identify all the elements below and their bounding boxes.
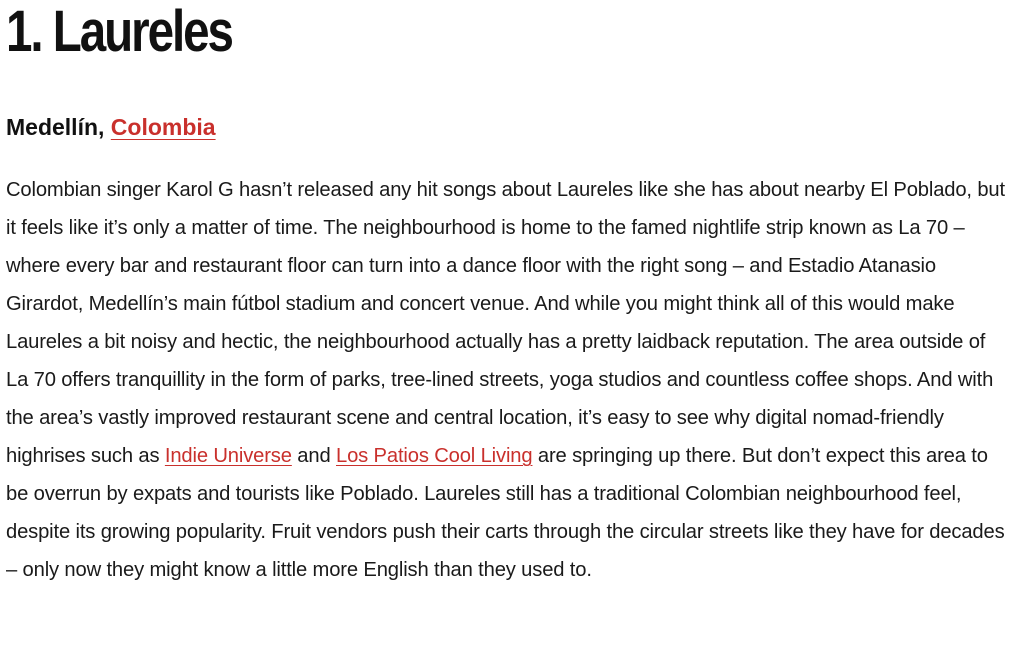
location-city: Medellín, — [6, 114, 111, 140]
los-patios-link[interactable]: Los Patios Cool Living — [336, 445, 533, 467]
paragraph-text-1: Colombian singer Karol G hasn’t released any hit songs about Laureles like she has about nearby El Poblado, but it feels like it’s only a matter of time. The neighbourhood is home to the famed nightlife strip known as La 70 – where every bar and restaurant floor can turn into a dance floor with the right song – and Estadio Atanasio Girardot, Medellín’s main fútbol stadium and concert venue. And while you might think all of this would make Laureles a bit noisy and hectic, the neighbourhood actually has a pretty laidback reputation. The area outside of La 70 offers tranquillity in the form of parks, tree-lined streets, yoga studios and countless coffee shops. And with the area’s vastly improved restaurant scene and central location, it’s easy to see why digital nomad-friendly highrises such as — [6, 179, 1005, 467]
article-paragraph — [6, 171, 1010, 589]
paragraph-text-3: are springing up there. But don’t expect this area to be overrun by expats and tourists like Poblado. Laureles still has a traditional Colombian neighbourhood feel, despite its growing popularity. Fruit vendors push their carts through the circular streets like they have for decades – only now they might know a little more English than they used to. — [6, 445, 1005, 581]
article — [6, 0, 1010, 589]
paragraph-text-2: and — [291, 445, 336, 467]
location-line — [6, 112, 1010, 142]
indie-universe-link[interactable]: Indie Universe — [164, 445, 292, 467]
country-link[interactable]: Colombia — [110, 114, 216, 140]
article-title: 1. Laureles — [6, 0, 232, 64]
